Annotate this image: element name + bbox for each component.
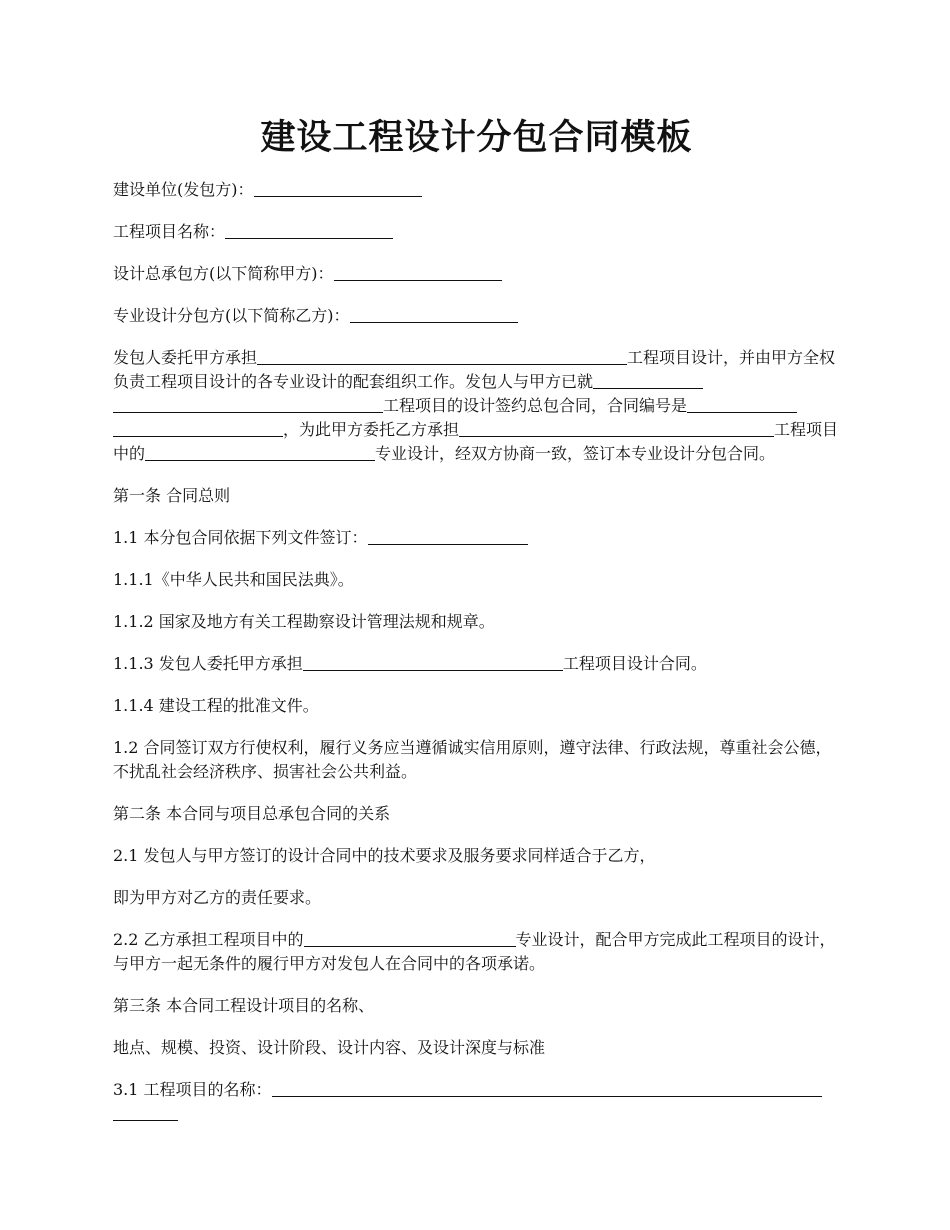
intro-paragraph (113, 346, 840, 466)
intro-text-3: 工程项目的设计签约总包合同，合同编号是 (383, 396, 688, 415)
blank-line[interactable] (368, 528, 528, 545)
clause-1-1-text: 1.1 本分包合同依据下列文件签订： (113, 528, 368, 547)
clause-3-1 (113, 1078, 840, 1126)
intro-text-6: 专业设计，经双方协商一致，签订本专业设计分包合同。 (375, 444, 776, 463)
field-subcontractor-label: 专业设计分包方(以下简称乙方)： (113, 306, 350, 325)
clause-2-1-a: 2.1 发包人与甲方签订的设计合同中的技术要求及服务要求同样适合于乙方， (113, 846, 656, 865)
blank-line[interactable] (687, 396, 797, 413)
blank-line[interactable] (272, 1080, 822, 1097)
clause-1-1 (113, 526, 840, 550)
clause-1-1-4: 1.1.4 建设工程的批准文件。 (113, 696, 319, 715)
blank-line[interactable] (350, 306, 518, 323)
field-builder-label: 建设单位(发包方)： (113, 180, 254, 199)
blank-line[interactable] (334, 264, 502, 281)
clause-3-1-text: 3.1 工程项目的名称： (113, 1080, 272, 1099)
article-3-heading-a: 第三条 本合同工程设计项目的名称、 (113, 996, 375, 1015)
field-builder (113, 178, 840, 202)
blank-line[interactable] (113, 420, 283, 437)
blank-line[interactable] (303, 654, 563, 671)
clause-2-2 (113, 928, 840, 976)
blank-line[interactable] (257, 348, 627, 365)
article-1-heading: 第一条 合同总则 (113, 486, 231, 505)
clause-1-2: 1.2 合同签订双方行使权利，履行义务应当遵循诚实信用原则，遵守法律、行政法规，尊重社会公德，不扰乱社会经济秩序、损害社会公共利益。 (113, 738, 832, 781)
field-project-name (113, 220, 840, 244)
clause-1-1-1: 1.1.1《中华人民共和国民法典》。 (113, 570, 354, 589)
intro-text-4: ，为此甲方委托乙方承担 (283, 420, 460, 439)
blank-line[interactable] (225, 222, 393, 239)
article-2-heading: 第二条 本合同与项目总承包合同的关系 (113, 804, 391, 823)
blank-line[interactable] (593, 372, 703, 389)
blank-line[interactable] (145, 444, 375, 461)
clause-1-1-3-text-a: 1.1.3 发包人委托甲方承担 (113, 654, 303, 673)
field-general-contractor (113, 262, 840, 286)
clause-2-2-text-b: 专业设计，配合甲方完成此工程项目的设计，与甲方一起无条件的履行甲方对发包人在合同中的各项承诺。 (113, 930, 836, 973)
blank-line[interactable] (304, 930, 516, 947)
intro-text-5: 工程项目中的 (113, 420, 839, 463)
intro-text-2: 工程项目设计，并由甲方全权负责工程项目设计的各专业设计的配套组织工作。发包人与甲方已就 (113, 348, 836, 391)
clause-2-1-b: 即为甲方对乙方的责任要求。 (113, 888, 322, 907)
clause-1-1-3-text-b: 工程项目设计合同。 (562, 654, 707, 673)
intro-text-1: 发包人委托甲方承担 (113, 348, 258, 367)
blank-line[interactable] (459, 420, 774, 437)
field-general-contractor-label: 设计总承包方(以下简称甲方)： (113, 264, 334, 283)
article-3-heading-b: 地点、规模、投资、设计阶段、设计内容、及设计深度与标准 (113, 1038, 546, 1057)
clause-1-1-3 (113, 652, 840, 676)
blank-line[interactable] (113, 396, 383, 413)
field-project-name-label: 工程项目名称： (113, 222, 226, 241)
field-subcontractor (113, 304, 840, 328)
blank-line[interactable] (254, 180, 422, 197)
clause-1-1-2: 1.1.2 国家及地方有关工程勘察设计管理法规和规章。 (113, 612, 495, 631)
document-page (113, 108, 840, 1144)
document-title: 建设工程设计分包合同模板 (260, 117, 693, 158)
blank-line[interactable] (113, 1104, 178, 1121)
clause-2-2-text-a: 2.2 乙方承担工程项目中的 (113, 930, 304, 949)
